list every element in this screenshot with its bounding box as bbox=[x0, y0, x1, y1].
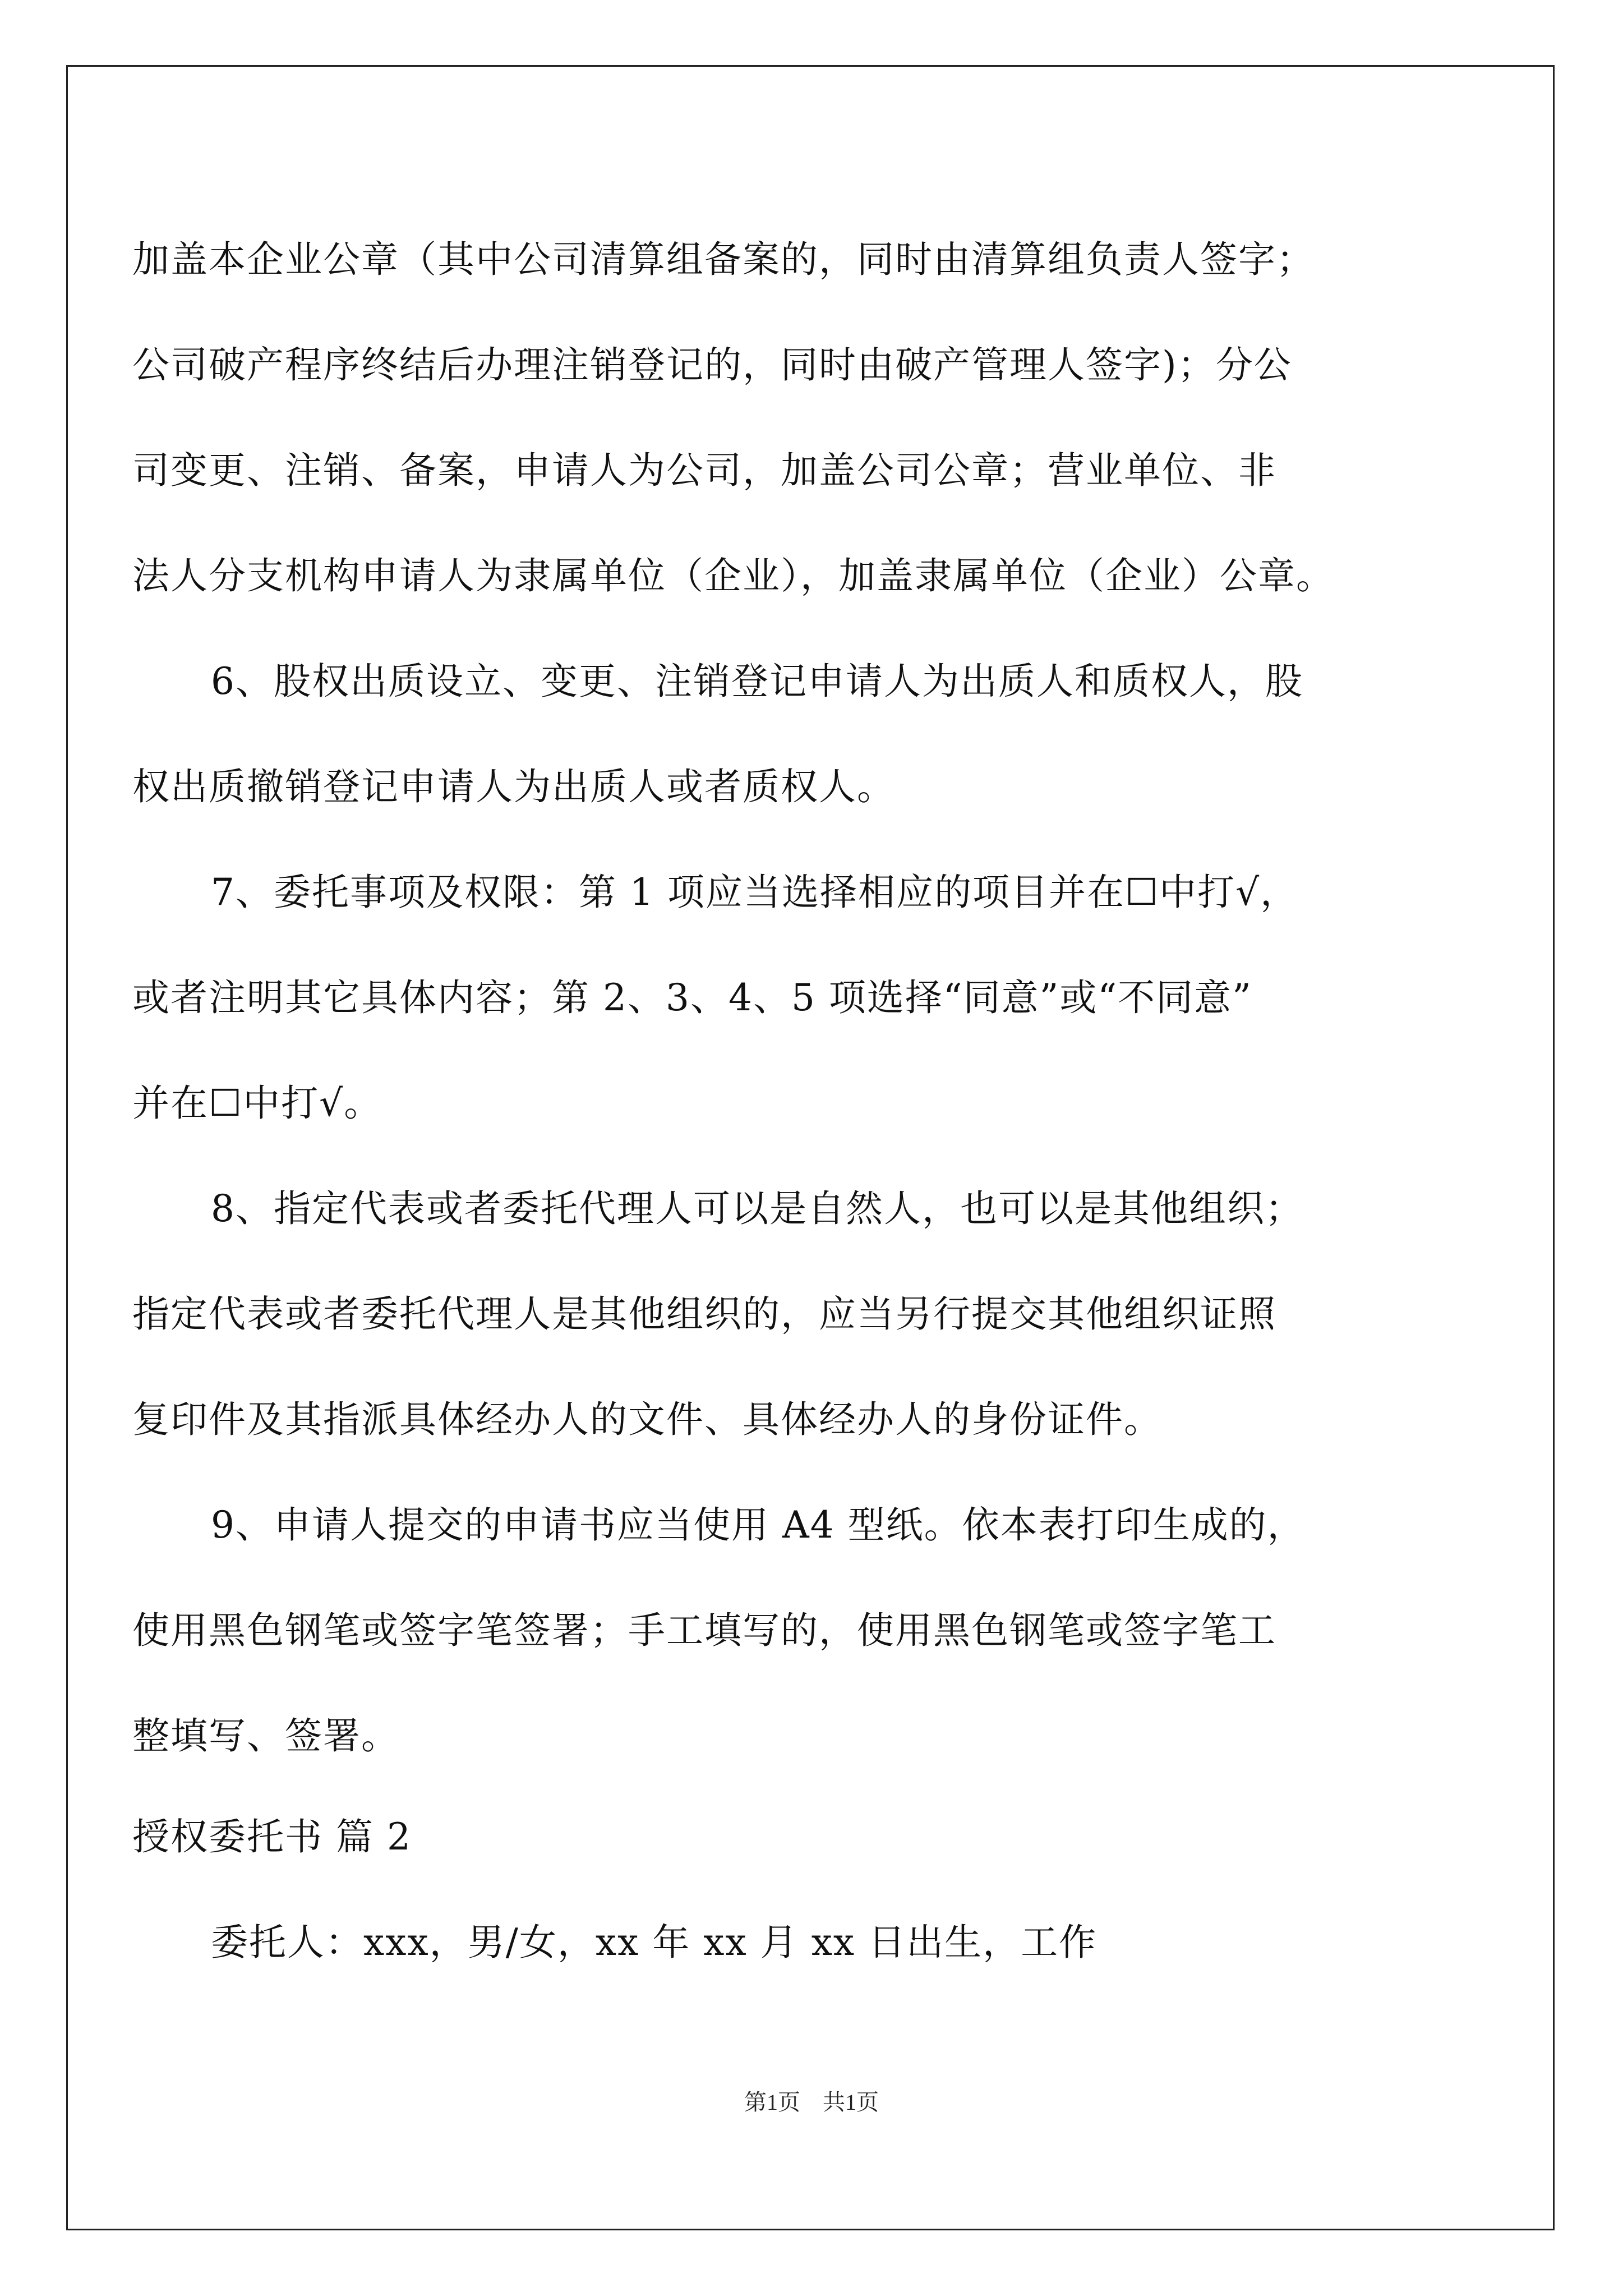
text-line: 公司破产程序终结后办理注销登记的，同时由破产管理人签字)；分公 bbox=[132, 343, 1292, 386]
paragraph-7-line-2: 或者注明其它具体内容；第 2、3、4、5 项选择“同意”或“不同意” bbox=[132, 976, 1252, 1019]
text-line: 加盖本企业公章（其中公司清算组备案的，同时由清算组负责人签字； bbox=[132, 238, 1315, 281]
paragraph-9-line-3: 整填写、签署。 bbox=[132, 1714, 399, 1757]
section-heading: 授权委托书 篇 2 bbox=[132, 1815, 412, 1858]
paragraph-9-line-1: 9、申请人提交的申请书应当使用 A4 型纸。依本表打印生成的， bbox=[211, 1503, 1306, 1547]
paragraph-7-line-1: 7、委托事项及权限：第 1 项应当选择相应的项目并在☐中打√， bbox=[211, 871, 1299, 914]
page-footer: 第1页 共1页 bbox=[744, 2090, 879, 2115]
paragraph-7-line-3: 并在☐中打√。 bbox=[132, 1082, 382, 1125]
paragraph-8-line-3: 复印件及其指派具体经办人的文件、具体经办人的身份证件。 bbox=[132, 1398, 1162, 1441]
paragraph-8-line-1: 8、指定代表或者委托代理人可以是自然人，也可以是其他组织； bbox=[211, 1187, 1303, 1230]
paragraph-8-line-2: 指定代表或者委托代理人是其他组织的，应当另行提交其他组织证照 bbox=[132, 1292, 1276, 1336]
text-line: 法人分支机构申请人为隶属单位（企业），加盖隶属单位（企业）公章。 bbox=[132, 554, 1334, 597]
paragraph-6-line-2: 权出质撤销登记申请人为出质人或者质权人。 bbox=[132, 765, 895, 808]
paragraph-6-line-1: 6、股权出质设立、变更、注销登记申请人为出质人和质权人，股 bbox=[211, 660, 1303, 703]
text-line: 司变更、注销、备案，申请人为公司，加盖公司公章；营业单位、非 bbox=[132, 449, 1276, 492]
paragraph-9-line-2: 使用黑色钢笔或签字笔签署；手工填写的，使用黑色钢笔或签字笔工 bbox=[132, 1609, 1276, 1652]
principal-line: 委托人：xxx，男/女，xx 年 xx 月 xx 日出生，工作 bbox=[211, 1921, 1098, 1964]
